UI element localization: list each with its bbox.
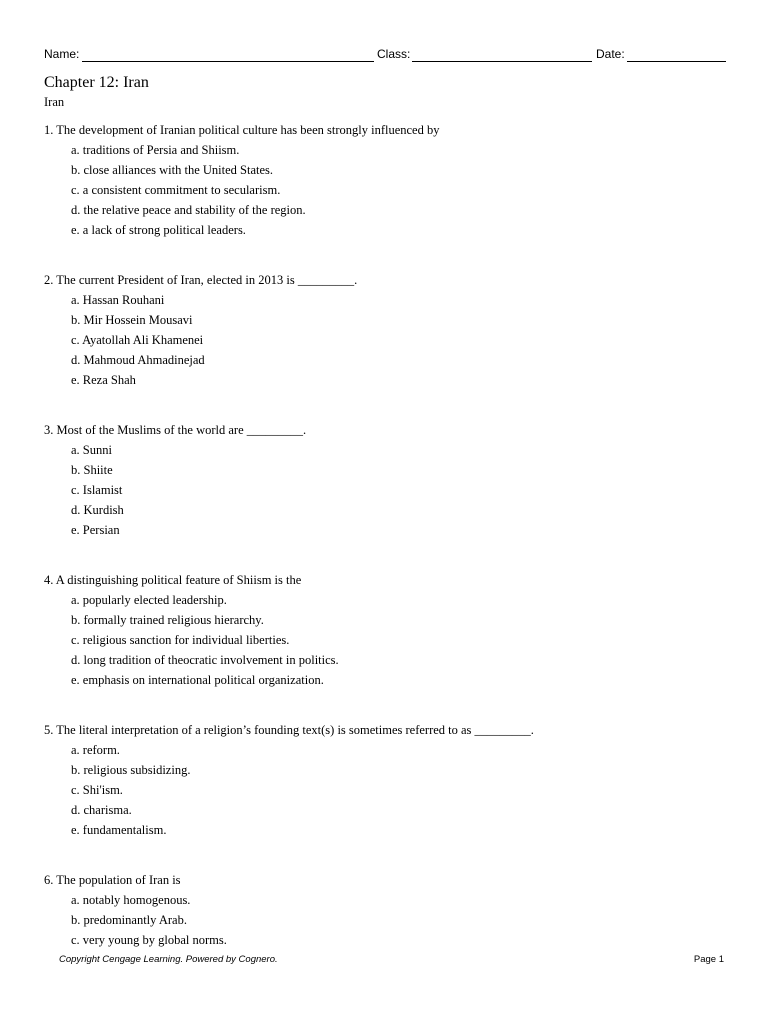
question-stem: 3. Most of the Muslims of the world are _________.: [44, 423, 307, 437]
question-stem: 2. The current President of Iran, elected in 2013 is _________.: [44, 273, 358, 287]
question-4: [44, 570, 339, 690]
answer-option: c. a consistent commitment to secularism.: [71, 183, 281, 197]
date-label: Date:: [596, 47, 625, 61]
answer-option: c. Shi'ism.: [71, 783, 123, 797]
answer-option: e. Reza Shah: [71, 373, 136, 387]
answer-options: [44, 590, 339, 690]
answer-option: a. Hassan Rouhani: [71, 293, 165, 307]
answer-option: c. Ayatollah Ali Khamenei: [71, 333, 204, 347]
question-5: [44, 720, 534, 840]
question-stem: 4. A distinguishing political feature of Shiism is the: [44, 573, 302, 587]
answer-option: b. religious subsidizing.: [71, 763, 191, 777]
answer-option: a. popularly elected leadership.: [71, 593, 227, 607]
name-label: Name:: [44, 47, 80, 61]
class-label: Class:: [377, 47, 411, 61]
answer-option: b. predominantly Arab.: [71, 913, 187, 927]
answer-option: d. long tradition of theocratic involvement in politics.: [71, 653, 339, 667]
class-blank-line: [412, 61, 592, 62]
answer-option: b. close alliances with the United States.: [71, 163, 274, 177]
answer-option: d. charisma.: [71, 803, 132, 817]
answer-options: [44, 740, 534, 840]
answer-option: a. notably homogenous.: [71, 893, 191, 907]
answer-options: [44, 890, 227, 950]
question-stem: 5. The literal interpretation of a religion’s founding text(s) is sometimes referred to as _________.: [44, 723, 534, 737]
question-3: [44, 420, 306, 540]
answer-option: a. Sunni: [71, 443, 112, 457]
chapter-title: Chapter 12: Iran: [44, 74, 149, 91]
answer-option: c. religious sanction for individual liberties.: [71, 633, 290, 647]
copyright-footer: Copyright Cengage Learning. Powered by Cognero.: [59, 954, 278, 965]
answer-option: e. fundamentalism.: [71, 823, 167, 837]
answer-option: b. formally trained religious hierarchy.: [71, 613, 264, 627]
answer-option: e. Persian: [71, 523, 120, 537]
answer-options: [44, 140, 439, 240]
date-blank-line: [627, 61, 726, 62]
chapter-subtitle: Iran: [44, 95, 65, 109]
answer-option: b. Shiite: [71, 463, 113, 477]
answer-option: d. the relative peace and stability of the region.: [71, 203, 306, 217]
answer-option: c. very young by global norms.: [71, 933, 227, 947]
answer-option: e. a lack of strong political leaders.: [71, 223, 246, 237]
answer-option: a. traditions of Persia and Shiism.: [71, 143, 240, 157]
answer-option: c. Islamist: [71, 483, 123, 497]
answer-options: [44, 440, 306, 540]
answer-option: d. Kurdish: [71, 503, 124, 517]
answer-option: d. Mahmoud Ahmadinejad: [71, 353, 205, 367]
page-number: Page 1: [693, 954, 724, 965]
answer-option: a. reform.: [71, 743, 120, 757]
question-2: [44, 270, 357, 390]
question-stem: 1. The development of Iranian political culture has been strongly influenced by: [44, 123, 440, 137]
question-6: [44, 870, 227, 950]
name-blank-line: [82, 61, 374, 62]
answer-option: b. Mir Hossein Mousavi: [71, 313, 193, 327]
question-1: [44, 120, 439, 240]
question-stem: 6. The population of Iran is: [44, 873, 181, 887]
student-info-header: [44, 44, 726, 64]
answer-option: e. emphasis on international political organization.: [71, 673, 324, 687]
answer-options: [44, 290, 357, 390]
